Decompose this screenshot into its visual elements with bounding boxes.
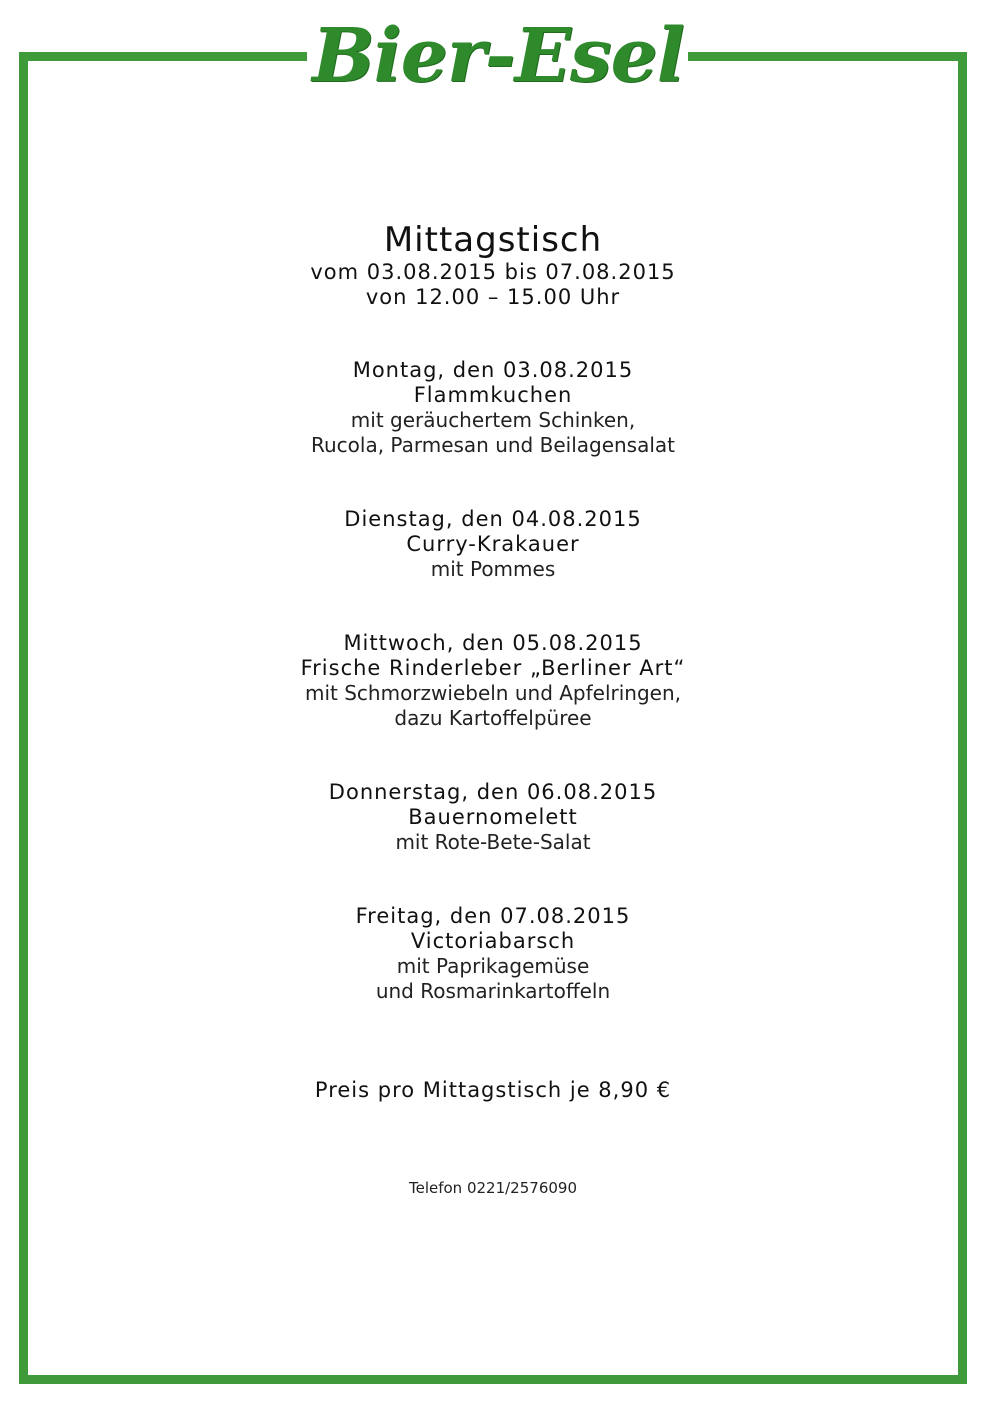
day-description-line: mit Schmorzwiebeln und Apfelringen, (304, 681, 682, 705)
price-info: Preis pro Mittagstisch je 8,90 € (314, 1078, 672, 1102)
day-date: Mittwoch, den 05.08.2015 (343, 631, 643, 655)
time-range: von 12.00 – 15.00 Uhr (365, 285, 621, 309)
day-dish: Victoriabarsch (410, 929, 576, 953)
menu-day-friday (28, 904, 958, 1004)
phone-number: Telefon 0221/2576090 (408, 1179, 577, 1197)
page-title: Mittagstisch (383, 220, 603, 260)
date-range: vom 03.08.2015 bis 07.08.2015 (310, 260, 676, 284)
menu-day-thursday (28, 780, 958, 855)
menu-day-tuesday (28, 507, 958, 582)
day-description-line: mit geräuchertem Schinken, (350, 408, 636, 432)
frame-left-border (19, 52, 28, 1384)
frame-bottom-border (19, 1375, 967, 1384)
day-date: Donnerstag, den 06.08.2015 (328, 780, 658, 804)
day-dish: Bauernomelett (408, 805, 578, 829)
day-date: Montag, den 03.08.2015 (352, 358, 634, 382)
brand-logo: Bier-Esel (312, 13, 684, 99)
day-description-line: mit Pommes (430, 557, 556, 581)
day-description-line: und Rosmarinkartoffeln (375, 979, 611, 1003)
menu-day-monday (28, 358, 958, 458)
day-dish: Curry-Krakauer (406, 532, 580, 556)
day-dish: Flammkuchen (413, 383, 573, 407)
day-date: Dienstag, den 04.08.2015 (344, 507, 642, 531)
frame-right-border (958, 52, 967, 1384)
day-description-line: dazu Kartoffelpüree (394, 706, 592, 730)
day-dish: Frische Rinderleber „Berliner Art“ (300, 656, 686, 680)
day-description-line: Rucola, Parmesan und Beilagensalat (310, 433, 676, 457)
menu-day-wednesday (28, 631, 958, 731)
frame-top-right-border (688, 52, 967, 61)
day-date: Freitag, den 07.08.2015 (355, 904, 631, 928)
day-description-line: mit Rote-Bete-Salat (395, 830, 591, 854)
frame-top-left-border (19, 52, 307, 61)
menu-header (28, 220, 958, 310)
day-description-line: mit Paprikagemüse (396, 954, 590, 978)
